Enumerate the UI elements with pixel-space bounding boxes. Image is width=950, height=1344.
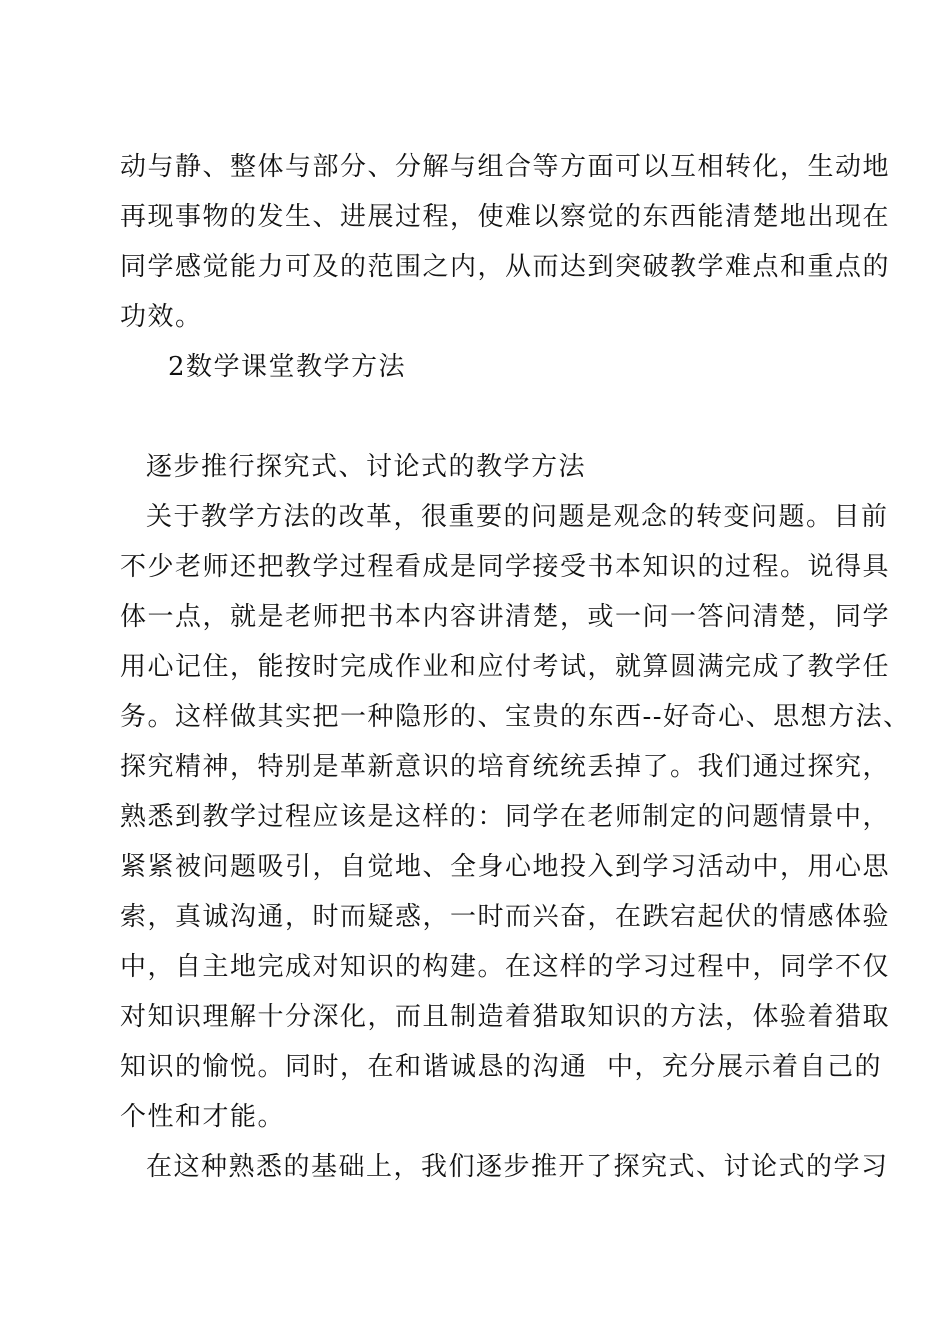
paragraph-1-line-1: 动与静、整体与部分、分解与组合等方面可以互相转化，生动地	[120, 152, 891, 182]
paragraph-2-line-7: 熟悉到教学过程应该是这样的：同学在老师制定的问题情景中，	[120, 802, 891, 832]
paragraph-2-line-12: 知识的愉悦。同时，在和谐诚恳的沟通 中，充分展示着自己的	[120, 1052, 883, 1082]
paragraph-2-line-2: 不少老师还把教学过程看成是同学接受书本知识的过程。说得具	[120, 552, 891, 582]
paragraph-1-line-3: 同学感觉能力可及的范围之内，从而达到突破教学难点和重点的	[120, 252, 891, 282]
paragraph-3-line-1: 在这种熟悉的基础上，我们逐步推开了探究式、讨论式的学习	[146, 1152, 889, 1182]
paragraph-2-line-10: 中，自主地完成对知识的构建。在这样的学习过程中，同学不仅	[120, 952, 891, 982]
paragraph-2-line-6: 探究精神，特别是革新意识的培育统统丢掉了。我们通过探究，	[120, 752, 891, 782]
paragraph-2-line-1: 关于教学方法的改革，很重要的问题是观念的转变问题。目前	[146, 502, 889, 532]
paragraph-2-line-8: 紧紧被问题吸引，自觉地、全身心地投入到学习活动中，用心思	[120, 852, 891, 882]
paragraph-2-line-5: 务。这样做其实把一种隐形的、宝贵的东西--好奇心、思想方法、	[120, 702, 911, 732]
paragraph-2-line-11: 对知识理解十分深化，而且制造着猎取知识的方法，体验着猎取	[120, 1002, 891, 1032]
paragraph-1-line-2: 再现事物的发生、进展过程，使难以察觉的东西能清楚地出现在	[120, 202, 891, 232]
paragraph-2-line-4: 用心记住，能按时完成作业和应付考试，就算圆满完成了教学任	[120, 652, 891, 682]
paragraph-2-line-13: 个性和才能。	[120, 1102, 286, 1132]
paragraph-1-line-4: 功效。	[120, 302, 203, 332]
section-heading: 2数学课堂教学方法	[168, 352, 407, 382]
paragraph-2-line-9: 索，真诚沟通，时而疑惑，一时而兴奋，在跌宕起伏的情感体验	[120, 902, 891, 932]
paragraph-2-line-3: 体一点，就是老师把书本内容讲清楚，或一问一答问清楚，同学	[120, 602, 891, 632]
subheading: 逐步推行探究式、讨论式的教学方法	[146, 452, 587, 482]
